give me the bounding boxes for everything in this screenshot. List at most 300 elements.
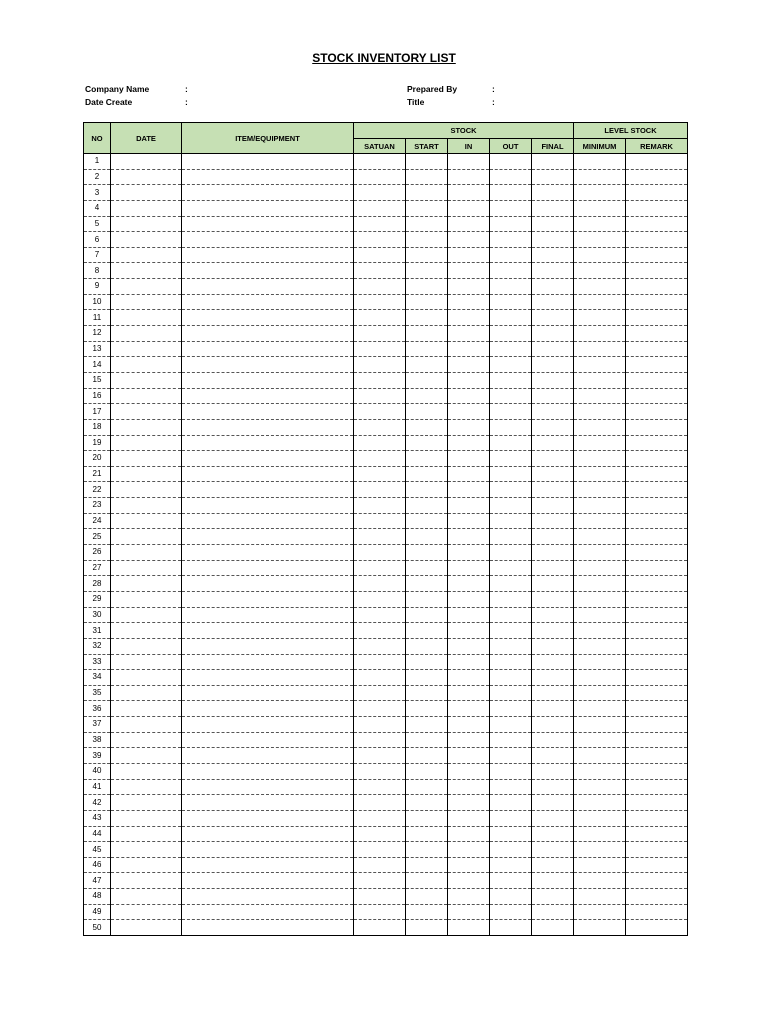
cell-out[interactable] [490, 607, 532, 623]
cell-satuan[interactable] [354, 200, 406, 216]
cell-item[interactable] [182, 763, 354, 779]
cell-remark[interactable] [626, 247, 688, 263]
cell-item[interactable] [182, 701, 354, 717]
cell-in[interactable] [448, 435, 490, 451]
cell-remark[interactable] [626, 717, 688, 733]
cell-satuan[interactable] [354, 247, 406, 263]
cell-start[interactable] [406, 466, 448, 482]
cell-start[interactable] [406, 154, 448, 170]
cell-date[interactable] [111, 169, 182, 185]
cell-final[interactable] [532, 247, 574, 263]
cell-minimum[interactable] [574, 451, 626, 467]
cell-final[interactable] [532, 341, 574, 357]
cell-out[interactable] [490, 482, 532, 498]
cell-start[interactable] [406, 889, 448, 905]
cell-start[interactable] [406, 857, 448, 873]
cell-start[interactable] [406, 670, 448, 686]
cell-minimum[interactable] [574, 513, 626, 529]
cell-minimum[interactable] [574, 326, 626, 342]
cell-start[interactable] [406, 216, 448, 232]
cell-in[interactable] [448, 717, 490, 733]
cell-in[interactable] [448, 466, 490, 482]
cell-final[interactable] [532, 466, 574, 482]
cell-out[interactable] [490, 654, 532, 670]
cell-in[interactable] [448, 498, 490, 514]
cell-item[interactable] [182, 232, 354, 248]
cell-date[interactable] [111, 388, 182, 404]
cell-in[interactable] [448, 216, 490, 232]
cell-remark[interactable] [626, 529, 688, 545]
cell-satuan[interactable] [354, 216, 406, 232]
cell-item[interactable] [182, 654, 354, 670]
cell-date[interactable] [111, 857, 182, 873]
cell-minimum[interactable] [574, 826, 626, 842]
cell-item[interactable] [182, 451, 354, 467]
cell-in[interactable] [448, 545, 490, 561]
cell-final[interactable] [532, 216, 574, 232]
cell-item[interactable] [182, 857, 354, 873]
cell-remark[interactable] [626, 185, 688, 201]
cell-remark[interactable] [626, 404, 688, 420]
cell-in[interactable] [448, 842, 490, 858]
cell-minimum[interactable] [574, 216, 626, 232]
cell-satuan[interactable] [354, 826, 406, 842]
cell-remark[interactable] [626, 279, 688, 295]
cell-remark[interactable] [626, 904, 688, 920]
cell-out[interactable] [490, 341, 532, 357]
cell-date[interactable] [111, 341, 182, 357]
cell-minimum[interactable] [574, 154, 626, 170]
cell-date[interactable] [111, 748, 182, 764]
cell-remark[interactable] [626, 513, 688, 529]
cell-satuan[interactable] [354, 388, 406, 404]
cell-out[interactable] [490, 857, 532, 873]
cell-satuan[interactable] [354, 857, 406, 873]
cell-remark[interactable] [626, 451, 688, 467]
cell-minimum[interactable] [574, 701, 626, 717]
cell-date[interactable] [111, 498, 182, 514]
cell-satuan[interactable] [354, 263, 406, 279]
cell-remark[interactable] [626, 388, 688, 404]
cell-satuan[interactable] [354, 623, 406, 639]
cell-minimum[interactable] [574, 607, 626, 623]
cell-satuan[interactable] [354, 873, 406, 889]
cell-item[interactable] [182, 216, 354, 232]
cell-remark[interactable] [626, 623, 688, 639]
cell-start[interactable] [406, 717, 448, 733]
cell-out[interactable] [490, 685, 532, 701]
cell-satuan[interactable] [354, 357, 406, 373]
cell-final[interactable] [532, 779, 574, 795]
cell-item[interactable] [182, 482, 354, 498]
cell-remark[interactable] [626, 842, 688, 858]
cell-item[interactable] [182, 826, 354, 842]
cell-date[interactable] [111, 889, 182, 905]
cell-minimum[interactable] [574, 779, 626, 795]
cell-out[interactable] [490, 545, 532, 561]
cell-in[interactable] [448, 404, 490, 420]
cell-final[interactable] [532, 591, 574, 607]
cell-minimum[interactable] [574, 685, 626, 701]
cell-item[interactable] [182, 920, 354, 936]
cell-final[interactable] [532, 842, 574, 858]
cell-in[interactable] [448, 920, 490, 936]
cell-in[interactable] [448, 732, 490, 748]
cell-satuan[interactable] [354, 748, 406, 764]
cell-satuan[interactable] [354, 326, 406, 342]
cell-satuan[interactable] [354, 154, 406, 170]
cell-remark[interactable] [626, 435, 688, 451]
cell-in[interactable] [448, 857, 490, 873]
cell-date[interactable] [111, 591, 182, 607]
cell-item[interactable] [182, 185, 354, 201]
cell-final[interactable] [532, 357, 574, 373]
cell-remark[interactable] [626, 701, 688, 717]
cell-date[interactable] [111, 763, 182, 779]
cell-start[interactable] [406, 701, 448, 717]
cell-out[interactable] [490, 763, 532, 779]
cell-in[interactable] [448, 810, 490, 826]
cell-date[interactable] [111, 482, 182, 498]
cell-final[interactable] [532, 545, 574, 561]
cell-start[interactable] [406, 294, 448, 310]
cell-item[interactable] [182, 685, 354, 701]
cell-in[interactable] [448, 419, 490, 435]
cell-in[interactable] [448, 247, 490, 263]
cell-remark[interactable] [626, 576, 688, 592]
cell-minimum[interactable] [574, 795, 626, 811]
cell-date[interactable] [111, 466, 182, 482]
cell-remark[interactable] [626, 826, 688, 842]
cell-out[interactable] [490, 576, 532, 592]
cell-in[interactable] [448, 748, 490, 764]
cell-final[interactable] [532, 294, 574, 310]
cell-minimum[interactable] [574, 560, 626, 576]
cell-start[interactable] [406, 623, 448, 639]
cell-in[interactable] [448, 169, 490, 185]
cell-final[interactable] [532, 795, 574, 811]
cell-final[interactable] [532, 310, 574, 326]
cell-satuan[interactable] [354, 576, 406, 592]
cell-start[interactable] [406, 341, 448, 357]
cell-date[interactable] [111, 560, 182, 576]
cell-in[interactable] [448, 779, 490, 795]
cell-minimum[interactable] [574, 623, 626, 639]
cell-satuan[interactable] [354, 498, 406, 514]
cell-remark[interactable] [626, 638, 688, 654]
cell-out[interactable] [490, 732, 532, 748]
cell-remark[interactable] [626, 857, 688, 873]
cell-date[interactable] [111, 826, 182, 842]
cell-in[interactable] [448, 826, 490, 842]
cell-final[interactable] [532, 732, 574, 748]
cell-in[interactable] [448, 279, 490, 295]
cell-item[interactable] [182, 873, 354, 889]
cell-date[interactable] [111, 795, 182, 811]
cell-satuan[interactable] [354, 372, 406, 388]
cell-remark[interactable] [626, 294, 688, 310]
cell-final[interactable] [532, 232, 574, 248]
cell-date[interactable] [111, 810, 182, 826]
cell-in[interactable] [448, 670, 490, 686]
cell-final[interactable] [532, 685, 574, 701]
cell-start[interactable] [406, 763, 448, 779]
cell-remark[interactable] [626, 607, 688, 623]
cell-minimum[interactable] [574, 763, 626, 779]
cell-date[interactable] [111, 279, 182, 295]
cell-item[interactable] [182, 247, 354, 263]
cell-remark[interactable] [626, 763, 688, 779]
cell-minimum[interactable] [574, 889, 626, 905]
cell-final[interactable] [532, 748, 574, 764]
cell-minimum[interactable] [574, 435, 626, 451]
cell-in[interactable] [448, 560, 490, 576]
cell-final[interactable] [532, 638, 574, 654]
cell-minimum[interactable] [574, 638, 626, 654]
cell-in[interactable] [448, 310, 490, 326]
cell-minimum[interactable] [574, 357, 626, 373]
cell-minimum[interactable] [574, 920, 626, 936]
cell-item[interactable] [182, 732, 354, 748]
cell-start[interactable] [406, 451, 448, 467]
cell-remark[interactable] [626, 263, 688, 279]
cell-out[interactable] [490, 419, 532, 435]
cell-date[interactable] [111, 842, 182, 858]
cell-item[interactable] [182, 638, 354, 654]
cell-date[interactable] [111, 904, 182, 920]
cell-final[interactable] [532, 904, 574, 920]
cell-out[interactable] [490, 904, 532, 920]
cell-in[interactable] [448, 623, 490, 639]
cell-minimum[interactable] [574, 279, 626, 295]
cell-in[interactable] [448, 154, 490, 170]
cell-satuan[interactable] [354, 607, 406, 623]
cell-minimum[interactable] [574, 842, 626, 858]
cell-final[interactable] [532, 482, 574, 498]
cell-start[interactable] [406, 372, 448, 388]
cell-minimum[interactable] [574, 247, 626, 263]
cell-item[interactable] [182, 795, 354, 811]
cell-start[interactable] [406, 685, 448, 701]
cell-final[interactable] [532, 326, 574, 342]
cell-date[interactable] [111, 701, 182, 717]
cell-minimum[interactable] [574, 372, 626, 388]
cell-minimum[interactable] [574, 404, 626, 420]
cell-remark[interactable] [626, 216, 688, 232]
cell-minimum[interactable] [574, 419, 626, 435]
cell-in[interactable] [448, 889, 490, 905]
cell-date[interactable] [111, 294, 182, 310]
cell-date[interactable] [111, 247, 182, 263]
cell-out[interactable] [490, 466, 532, 482]
cell-item[interactable] [182, 200, 354, 216]
cell-satuan[interactable] [354, 466, 406, 482]
cell-in[interactable] [448, 873, 490, 889]
cell-date[interactable] [111, 607, 182, 623]
cell-item[interactable] [182, 779, 354, 795]
cell-satuan[interactable] [354, 279, 406, 295]
cell-out[interactable] [490, 216, 532, 232]
cell-remark[interactable] [626, 591, 688, 607]
cell-out[interactable] [490, 310, 532, 326]
cell-item[interactable] [182, 810, 354, 826]
cell-start[interactable] [406, 638, 448, 654]
cell-minimum[interactable] [574, 654, 626, 670]
cell-date[interactable] [111, 435, 182, 451]
cell-out[interactable] [490, 670, 532, 686]
cell-remark[interactable] [626, 357, 688, 373]
cell-satuan[interactable] [354, 779, 406, 795]
cell-date[interactable] [111, 263, 182, 279]
cell-remark[interactable] [626, 419, 688, 435]
cell-item[interactable] [182, 435, 354, 451]
cell-final[interactable] [532, 717, 574, 733]
cell-date[interactable] [111, 685, 182, 701]
cell-satuan[interactable] [354, 763, 406, 779]
cell-out[interactable] [490, 638, 532, 654]
cell-item[interactable] [182, 670, 354, 686]
cell-satuan[interactable] [354, 310, 406, 326]
cell-item[interactable] [182, 576, 354, 592]
cell-in[interactable] [448, 294, 490, 310]
cell-final[interactable] [532, 435, 574, 451]
cell-item[interactable] [182, 310, 354, 326]
cell-date[interactable] [111, 920, 182, 936]
cell-item[interactable] [182, 748, 354, 764]
cell-date[interactable] [111, 873, 182, 889]
cell-in[interactable] [448, 232, 490, 248]
cell-minimum[interactable] [574, 498, 626, 514]
cell-satuan[interactable] [354, 904, 406, 920]
cell-in[interactable] [448, 372, 490, 388]
cell-remark[interactable] [626, 200, 688, 216]
cell-final[interactable] [532, 670, 574, 686]
cell-final[interactable] [532, 654, 574, 670]
cell-remark[interactable] [626, 482, 688, 498]
cell-remark[interactable] [626, 748, 688, 764]
cell-remark[interactable] [626, 232, 688, 248]
cell-in[interactable] [448, 576, 490, 592]
cell-out[interactable] [490, 404, 532, 420]
cell-in[interactable] [448, 200, 490, 216]
cell-item[interactable] [182, 904, 354, 920]
cell-date[interactable] [111, 638, 182, 654]
cell-final[interactable] [532, 873, 574, 889]
cell-final[interactable] [532, 857, 574, 873]
cell-minimum[interactable] [574, 873, 626, 889]
cell-date[interactable] [111, 732, 182, 748]
cell-remark[interactable] [626, 326, 688, 342]
cell-final[interactable] [532, 529, 574, 545]
cell-item[interactable] [182, 372, 354, 388]
cell-item[interactable] [182, 842, 354, 858]
cell-date[interactable] [111, 200, 182, 216]
cell-out[interactable] [490, 748, 532, 764]
cell-out[interactable] [490, 326, 532, 342]
cell-minimum[interactable] [574, 341, 626, 357]
cell-satuan[interactable] [354, 482, 406, 498]
cell-out[interactable] [490, 435, 532, 451]
cell-satuan[interactable] [354, 810, 406, 826]
cell-item[interactable] [182, 560, 354, 576]
cell-start[interactable] [406, 388, 448, 404]
cell-start[interactable] [406, 545, 448, 561]
cell-in[interactable] [448, 591, 490, 607]
cell-date[interactable] [111, 654, 182, 670]
cell-out[interactable] [490, 388, 532, 404]
cell-satuan[interactable] [354, 529, 406, 545]
cell-item[interactable] [182, 154, 354, 170]
cell-satuan[interactable] [354, 795, 406, 811]
cell-remark[interactable] [626, 685, 688, 701]
cell-remark[interactable] [626, 169, 688, 185]
cell-in[interactable] [448, 341, 490, 357]
cell-minimum[interactable] [574, 576, 626, 592]
cell-date[interactable] [111, 513, 182, 529]
cell-item[interactable] [182, 623, 354, 639]
cell-start[interactable] [406, 263, 448, 279]
cell-in[interactable] [448, 357, 490, 373]
cell-remark[interactable] [626, 372, 688, 388]
cell-in[interactable] [448, 185, 490, 201]
cell-minimum[interactable] [574, 857, 626, 873]
cell-out[interactable] [490, 842, 532, 858]
cell-out[interactable] [490, 263, 532, 279]
cell-start[interactable] [406, 873, 448, 889]
cell-out[interactable] [490, 701, 532, 717]
cell-minimum[interactable] [574, 482, 626, 498]
cell-remark[interactable] [626, 560, 688, 576]
cell-start[interactable] [406, 795, 448, 811]
cell-start[interactable] [406, 435, 448, 451]
cell-in[interactable] [448, 513, 490, 529]
cell-satuan[interactable] [354, 419, 406, 435]
cell-satuan[interactable] [354, 169, 406, 185]
cell-date[interactable] [111, 232, 182, 248]
cell-out[interactable] [490, 826, 532, 842]
cell-out[interactable] [490, 920, 532, 936]
cell-satuan[interactable] [354, 513, 406, 529]
cell-item[interactable] [182, 545, 354, 561]
cell-date[interactable] [111, 310, 182, 326]
cell-final[interactable] [532, 185, 574, 201]
cell-remark[interactable] [626, 341, 688, 357]
cell-start[interactable] [406, 326, 448, 342]
cell-out[interactable] [490, 717, 532, 733]
cell-out[interactable] [490, 623, 532, 639]
cell-remark[interactable] [626, 310, 688, 326]
cell-final[interactable] [532, 810, 574, 826]
cell-item[interactable] [182, 326, 354, 342]
cell-date[interactable] [111, 623, 182, 639]
cell-start[interactable] [406, 576, 448, 592]
cell-satuan[interactable] [354, 889, 406, 905]
cell-start[interactable] [406, 560, 448, 576]
cell-minimum[interactable] [574, 388, 626, 404]
cell-start[interactable] [406, 232, 448, 248]
cell-final[interactable] [532, 920, 574, 936]
cell-final[interactable] [532, 607, 574, 623]
cell-satuan[interactable] [354, 654, 406, 670]
cell-out[interactable] [490, 372, 532, 388]
cell-minimum[interactable] [574, 591, 626, 607]
cell-satuan[interactable] [354, 842, 406, 858]
cell-date[interactable] [111, 357, 182, 373]
cell-start[interactable] [406, 200, 448, 216]
cell-item[interactable] [182, 169, 354, 185]
cell-start[interactable] [406, 419, 448, 435]
cell-minimum[interactable] [574, 810, 626, 826]
